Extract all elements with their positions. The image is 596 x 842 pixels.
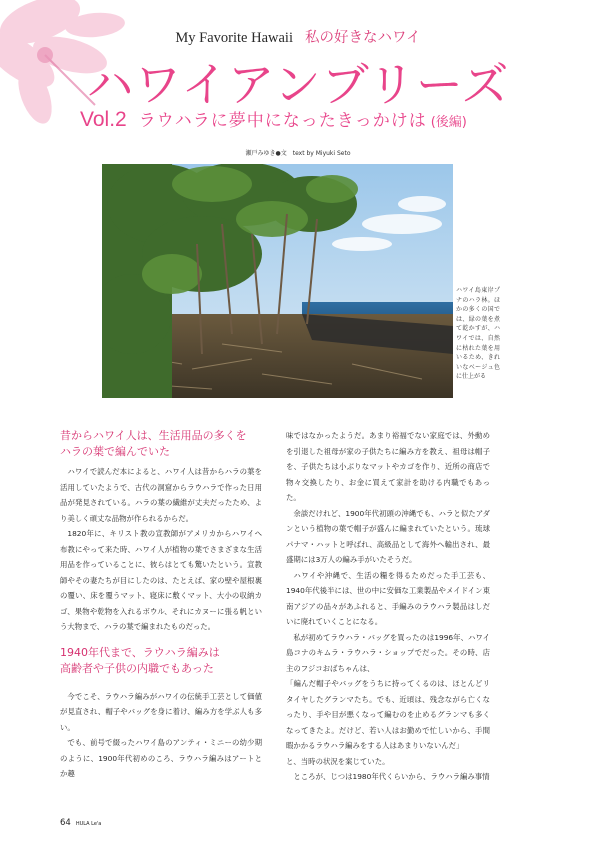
byline xyxy=(0,148,596,157)
section-heading-1 xyxy=(60,428,262,460)
byline-japanese: 瀬戸みゆき●文 xyxy=(245,150,287,157)
series-heading xyxy=(0,26,596,47)
section-heading-1-line-2: ハラの葉で編んでいた xyxy=(60,445,170,458)
pandanus-grove-photo xyxy=(102,164,453,398)
photo-caption: ハワイ島東岸プナのハラ林。ほかの多くの国では、緑の葉を煮て乾かすが、ハワイでは、自然に枯れた葉を用いるため、きれいなベージュ色に仕上がる xyxy=(456,287,500,381)
byline-english: text by Miyuki Seto xyxy=(292,150,351,157)
paragraph: ハワイで読んだ本によると、ハワイ人は昔からハラの葉を活用していたようで、古代の洞窟からラウハラで作った日用品が発見されている。ハラの葉の繊維が丈夫だったため、より美しく頑丈な品物が作られるからだ。 xyxy=(60,467,262,523)
paragraph: 私が初めてラウハラ・バッグを買ったのは1996年、ハワイ島コナのキムラ・ラウハラ・ショップでだった。その時、店主のフジコおばちゃんは、 xyxy=(286,632,490,673)
page-title: ハワイアンブリーズ xyxy=(86,58,510,113)
section-heading-2-line-2: 高齢者や子供の内職でもあった xyxy=(60,661,214,675)
paragraph: 余談だけれど、1900年代初頭の沖縄でも、ハラと似たアダンという植物の葉で帽子が盛んに編まれていたという。琉球パナマ・ハットと呼ばれ、高級品として海外へ輸出され、最盛期には3万人の編み手がいたそうだ。 xyxy=(286,508,490,564)
section-heading-1-line-1: 昔からハワイ人は、生活用品の多くを xyxy=(60,429,247,442)
series-title-japanese: 私の好きなハワイ xyxy=(305,30,421,46)
paragraph: 1820年に、キリスト教の宣教師がアメリカからハワイへ布教にやって来た時、ハワイ人が植物の葉でさまざまな生活用品を作っていることに、彼らはとても驚いたという。宣教師やその妻たちが目にしたのは、たとえば、家の壁や屋根裏の覆い、床を覆うマット、寝床に敷くマット、大小の収納カゴ、果物や乾物を入れるボウル、それにカヌーに張る帆という大物まで、ハラの葉で編まれたものだった。 xyxy=(60,529,262,631)
subtitle xyxy=(80,106,467,132)
page-number: 64 xyxy=(60,818,71,828)
quotation: 「編んだ帽子やバッグをうちに持ってくるのは、ほとんどリタイヤしたグランマたち。でも、近頃は、残念ながら亡くなったり、手や目が悪くなって編むのを止めるグランマも多くなってきたよ。だけど、若い人はお勤めで忙しいから、手間暇かかるラウハラ編みをする人はあまりいないんだ」 xyxy=(286,679,490,750)
volume-label: Vol.2 xyxy=(80,108,127,131)
part-label: (後編) xyxy=(430,115,467,130)
paragraph: ハワイや沖縄で、生活の糧を得るためだった手工芸も、1940年代後半には、世の中に安価な工業製品やメイドイン東南アジアの品々があふれると、手編みのラウハラ製品はしだいに廃れていくことになる。 xyxy=(286,570,490,626)
section-heading-2-line-1: 1940年代まで、ラウハラ編みは xyxy=(60,645,220,659)
article-column-left xyxy=(60,428,262,782)
section-heading-2 xyxy=(60,645,262,677)
paragraph: ところが、じつは1980年代くらいから、ラウハラ編み事情 xyxy=(293,772,490,781)
paragraph: 今でこそ、ラウハラ編みがハワイの伝統手工芸として価値が見直され、帽子やバッグを身に着け、編み方を学ぶ人も多い。 xyxy=(60,691,262,732)
paragraph: でも、前号で綴ったハワイ島のアンティ・ミニーの幼少期のように、1900年代初めのころ、ラウハラ編みはアートとか趣 xyxy=(60,738,262,778)
article-column-right xyxy=(286,428,490,785)
page-footer xyxy=(60,810,101,829)
paragraph: と、当時の状況を案じていた。 xyxy=(286,756,390,766)
paragraph: 味ではなかったようだ。あまり裕福でない家庭では、外動めを引退した祖母が家の子供たちに編み方を教え、祖母は帽子を、子供たちは小ぶりなマットやカゴを作り、近所の商店で物々交換したり、お金に買えて家計を助ける内職でもあった。 xyxy=(286,431,490,502)
series-title-english: My Favorite Hawaii xyxy=(175,30,293,46)
subtitle-text: ラウハラに夢中になったきっかけは xyxy=(138,111,427,131)
magazine-name: HULA Le'a xyxy=(75,821,102,827)
